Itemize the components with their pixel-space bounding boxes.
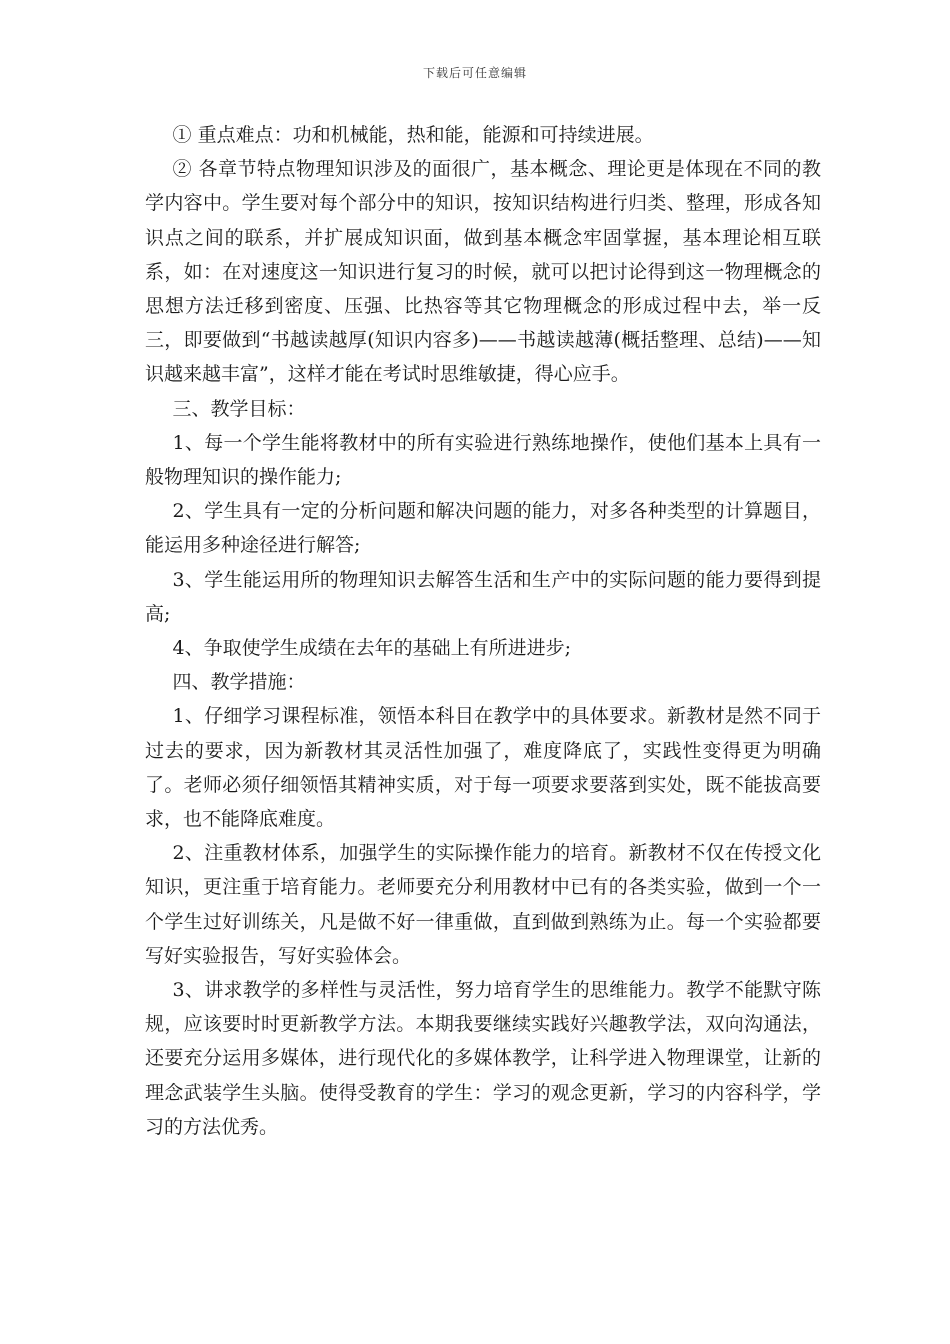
paragraph-measure-3: 3、讲求教学的多样性与灵活性，努力培育学生的思维能力。教学不能默守陈规，应该要时时更新教学方法。本期我要继续实践好兴趣教学法，双向沟通法，还要充分运用多媒体，进行现代化的多媒体教学，让科学进入物理课堂，让新的理念武装学生头脑。使得受教育的学生：学习的观念更新，学习的内容科学，学习的方法优秀。: [145, 979, 821, 1138]
paragraph-measure-2: 2、注重教材体系，加强学生的实际操作能力的培育。新教材不仅在传授文化知识，更注重于培育能力。老师要充分利用教材中已有的各类实验，做到一个一个学生过好训练关，凡是做不好一律重做，直到做到熟练为止。每一个实验都要写好实验报告，写好实验体会。: [145, 842, 821, 967]
paragraph-chapter-features: ② 各章节特点物理知识涉及的面很广，基本概念、理论更是体现在不同的教学内容中。学生要对每个部分中的知识，按知识结构进行归类、整理，形成各知识点之间的联系，并扩展成知识面，做到基本概念牢固掌握，基本理论相互联系，如：在对速度这一知识进行复习的时候，就可以把讨论得到这一物理概念的思想方法迁移到密度、压强、比热容等其它物理概念的形成过程中去，举一反三，即要做到“书越读越厚(知识内容多)——书越读越薄(概括整理、总结)——知识越来越丰富”，这样才能在考试时思维敏捷，得心应手。: [145, 158, 821, 386]
paragraph-goal-1: 1、每一个学生能将教材中的所有实验进行熟练地操作，使他们基本上具有一般物理知识的操作能力;: [145, 431, 821, 489]
paragraph-goal-2: 2、学生具有一定的分析问题和解决问题的能力，对多各种类型的计算题目，能运用多种途径进行解答;: [145, 500, 821, 557]
header-note: 下载后可任意编辑: [422, 66, 527, 80]
document-body: [145, 118, 821, 1144]
heading-teaching-measures: 四、教学措施：: [172, 671, 306, 694]
paragraph-key-points: ① 重点难点：功和机械能，热和能，能源和可持续进展。: [172, 124, 654, 146]
heading-teaching-goals: 三、教学目标：: [172, 397, 306, 420]
paragraph-goal-4: 4、争取使学生成绩在去年的基础上有所进进步;: [172, 637, 572, 660]
paragraph-goal-3: 3、学生能运用所的物理知识去解答生活和生产中的实际问题的能力要得到提高;: [145, 568, 821, 625]
paragraph-measure-1: 1、仔细学习课程标准，领悟本科目在教学中的具体要求。新教材是然不同于过去的要求，因为新教材其灵活性加强了，难度降底了，实践性变得更为明确了。老师必须仔细领悟其精神实质，对于每一项要求要落到实处，既不能拔高要求，也不能降底难度。: [145, 705, 821, 831]
